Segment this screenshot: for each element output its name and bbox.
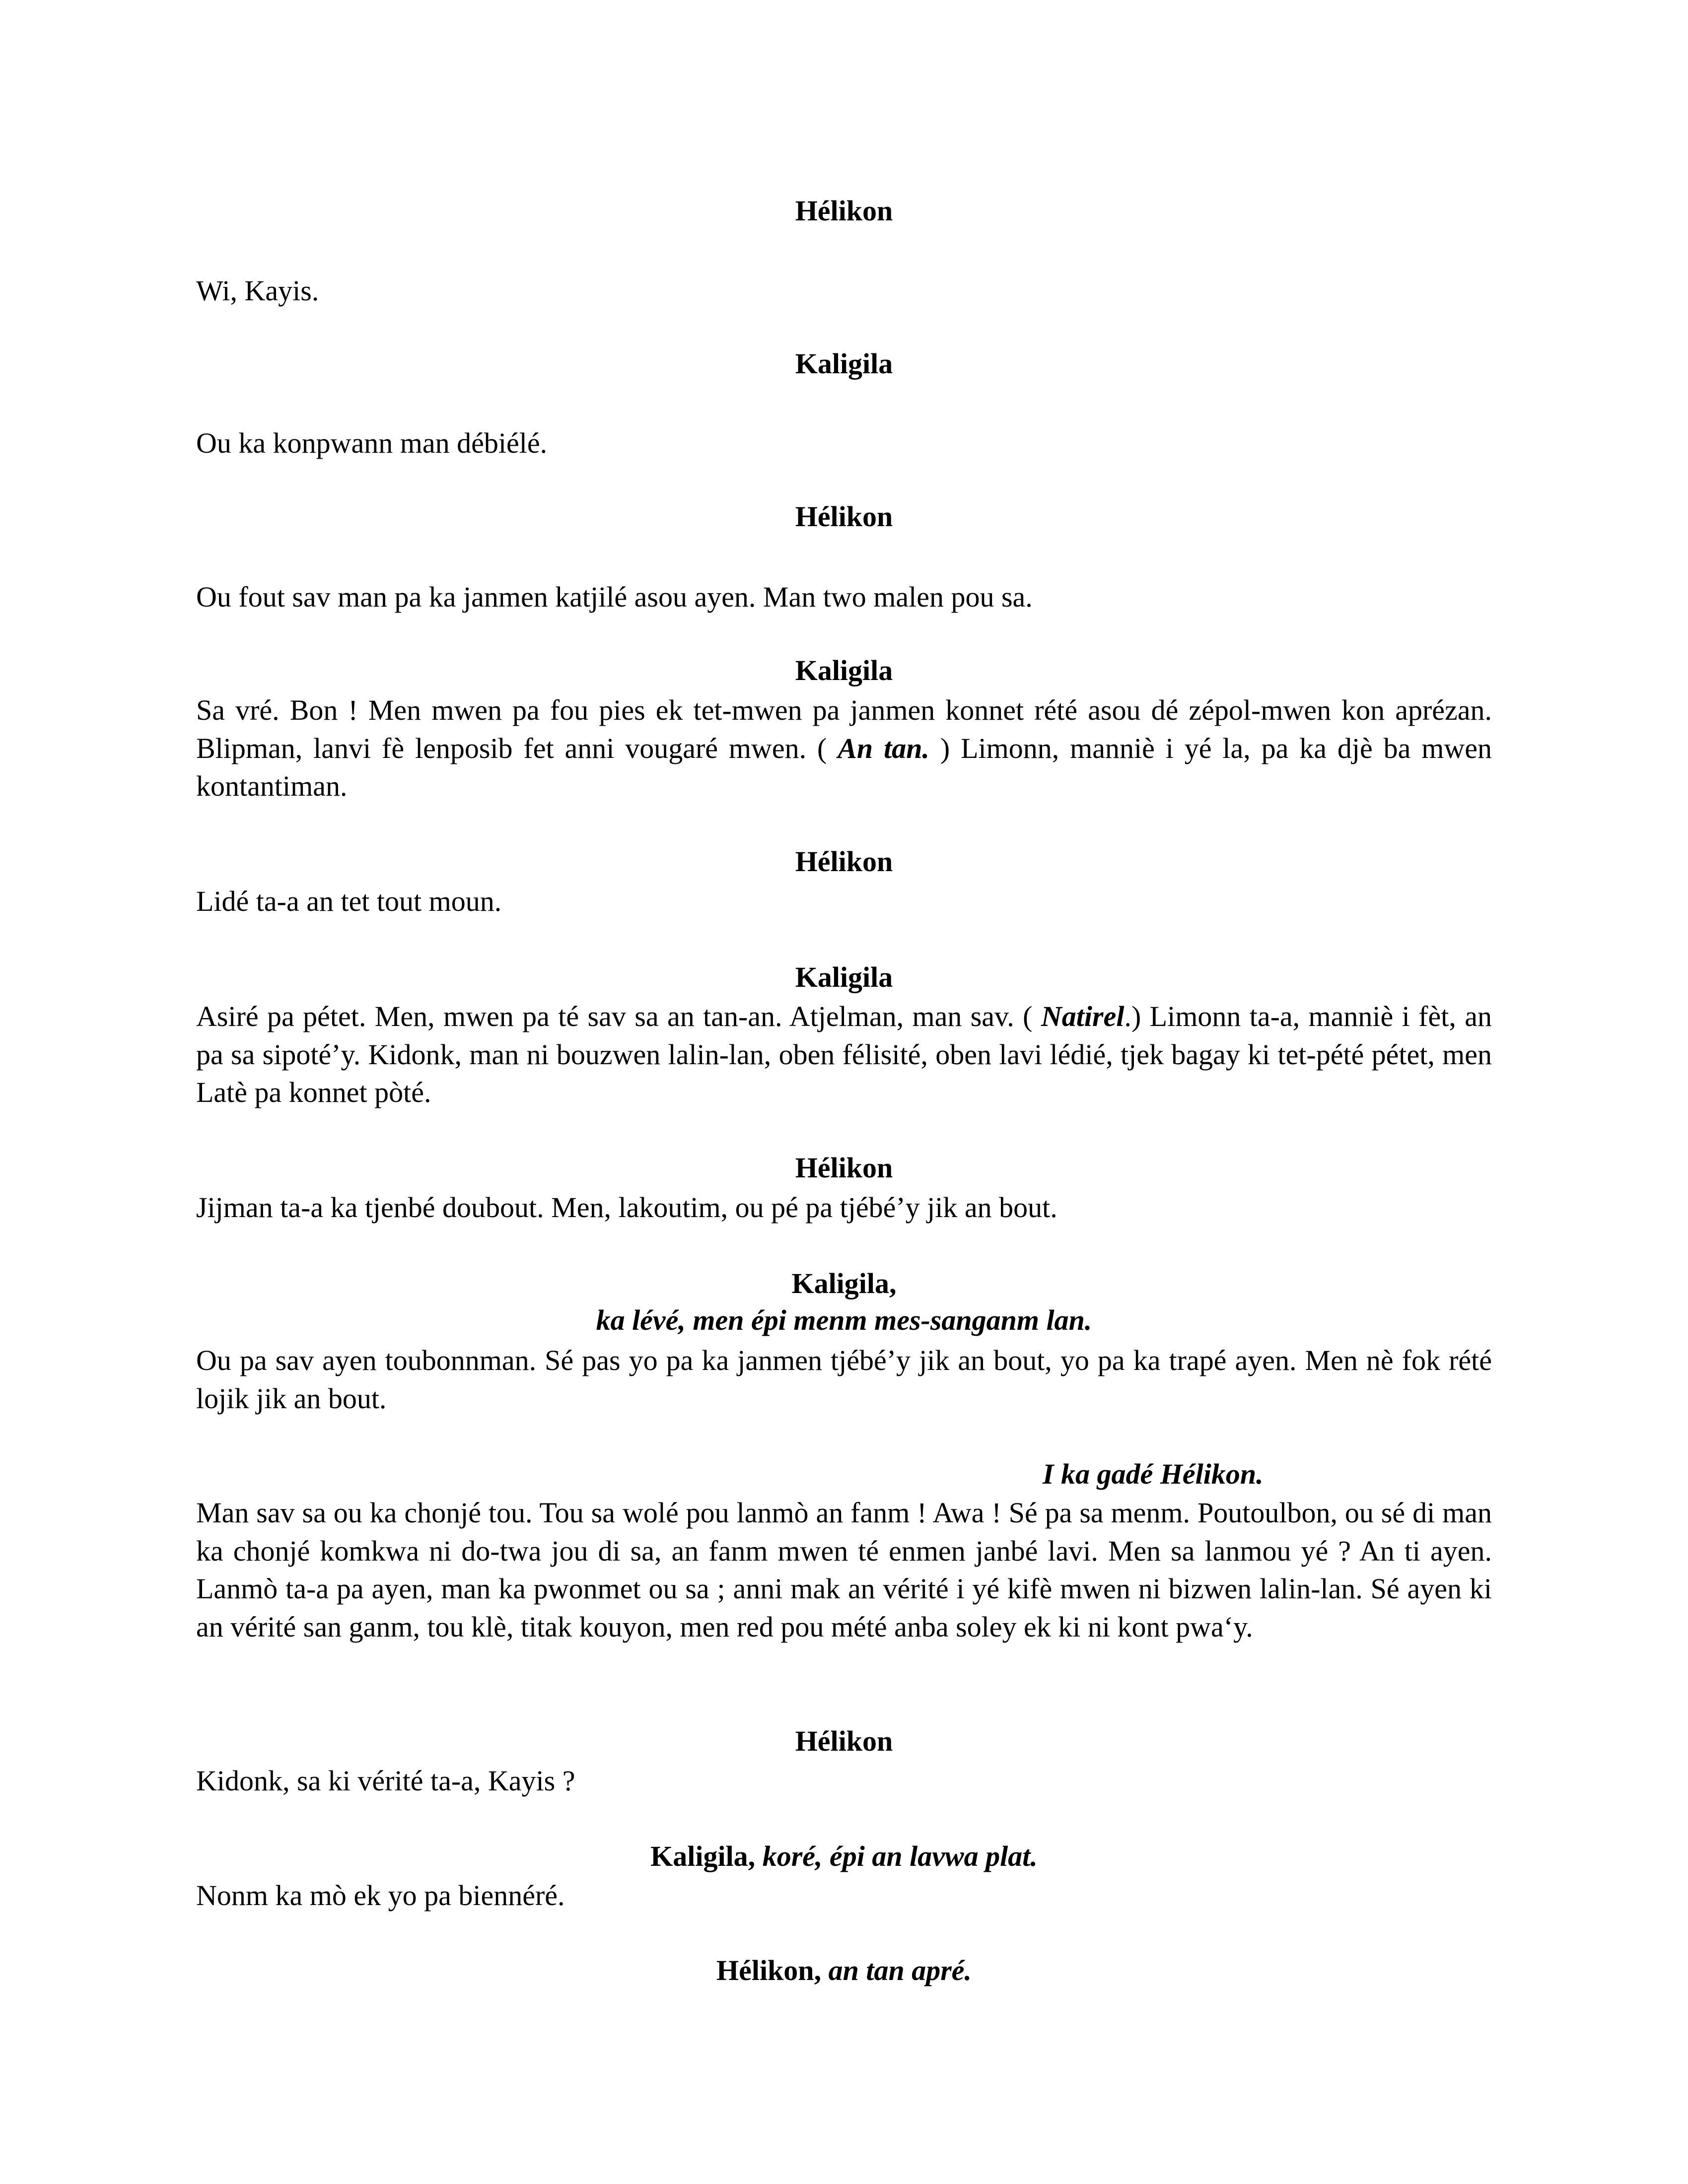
speaker-heading: Kaligila [795, 654, 893, 686]
stage-direction: ka lévé, men épi menm mes-sanganm lan. [596, 1304, 1092, 1336]
dialogue-line: Ou fout sav man pa ka janmen katjilé asou ayen. Man two malen pou sa. [196, 581, 1033, 613]
speaker-heading: Kaligila, koré, épi an lavwa plat. [650, 1840, 1038, 1872]
dialogue-line: Man sav sa ou ka chonjé tou. Tou sa wolé pou lanmò an fanm ! Awa ! Sé pa sa menm. Poutoulbon, ou sé di man ka chonjé komkwa ni do-twa jou di sa, an fanm mwen té enmen janbé lavi. Men sa lanmou yé ? An ti ayen. Lanmò ta-a pa ayen, man ka pwonmet ou sa ; anni mak an vérité i yé kifè mwen ni bizwen lalin-lan. Sé ayen ki an vérité san ganm, tou klè, titak kouyon, men red pou mété anba soley ek ki ni kont pwa‘y. [196, 1497, 1492, 1643]
speaker-heading: Hélikon [795, 845, 893, 878]
stage-direction: I ka gadé Hélikon. [1043, 1458, 1264, 1490]
stage-direction: koré, épi an lavwa plat. [762, 1840, 1038, 1872]
dialogue-line: Jijman ta-a ka tjenbé doubout. Men, lakoutim, ou pé pa tjébé’y jik an bout. [196, 1191, 1057, 1224]
dialogue-line: Nonm ka mò ek yo pa biennéré. [196, 1879, 565, 1911]
dialogue-line: Ou ka konpwann man débiélé. [196, 427, 548, 459]
speaker-heading: Kaligila [795, 961, 893, 993]
script-page [196, 0, 1492, 2184]
speaker-heading: Hélikon [795, 1152, 893, 1184]
dialogue-line: Kidonk, sa ki vérité ta-a, Kayis ? [196, 1765, 575, 1797]
speaker-heading: Hélikon, an tan apré. [716, 1954, 972, 1986]
dialogue-line: Asiré pa pétet. Men, mwen pa té sav sa an tan-an. Atjelman, man sav. ( Natirel.) Limonn ta-a, manniè i fèt, an pa sa sipoté’y. Kidonk, man ni bouzwen lalin-lan, oben félisité, oben lavi lédié, tjek bagay ki tet-pété pétet, men Latè pa konnet pòté. [196, 1000, 1492, 1108]
dialogue-line: Wi, Kayis. [196, 274, 319, 307]
speaker-heading: Hélikon [795, 195, 893, 227]
dialogue-line: Ou pa sav ayen toubonnman. Sé pas yo pa ka janmen tjébé’y jik an bout, yo pa ka trapé ayen. Men nè fok rété lojik jik an bout. [196, 1344, 1492, 1415]
dialogue-line: Lidé ta-a an tet tout moun. [196, 885, 502, 917]
dialogue-line: Sa vré. Bon ! Men mwen pa fou pies ek tet-mwen pa janmen konnet rété asou dé zépol-mwen kon aprézan. Blipman, lanvi fè lenposib fet anni vougaré mwen. ( An tan. ) Limonn, manniè i yé la, pa ka djè ba mwen kontantiman. [196, 694, 1492, 802]
stage-direction-inline: Natirel [1041, 1000, 1125, 1032]
speaker-heading: Hélikon [795, 500, 893, 533]
speaker-heading: Kaligila [795, 347, 893, 380]
stage-direction: an tan apré. [828, 1954, 972, 1986]
stage-direction-inline: An tan. [838, 732, 929, 764]
speaker-heading: Hélikon [795, 1725, 893, 1757]
speaker-heading: Kaligila, [791, 1267, 897, 1299]
